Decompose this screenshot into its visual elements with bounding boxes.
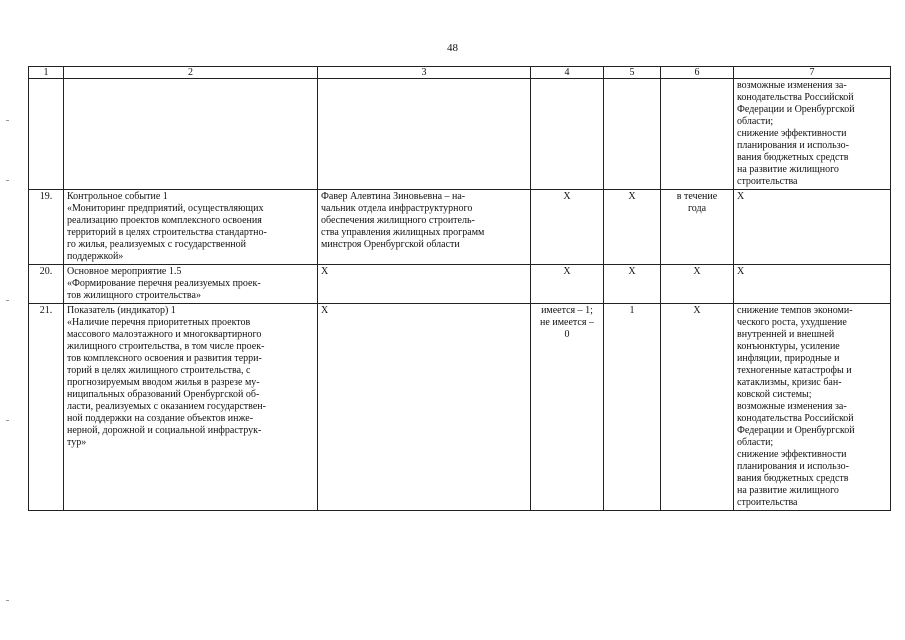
cell-col4: Х <box>531 190 604 265</box>
margin-mark <box>6 600 9 601</box>
column-header: 2 <box>64 67 318 79</box>
cell-col4: Х <box>531 265 604 304</box>
column-header: 5 <box>604 67 661 79</box>
column-header: 3 <box>318 67 531 79</box>
cell-col5: Х <box>604 190 661 265</box>
row-number: 20. <box>29 265 64 304</box>
risks-cell: Х <box>734 190 891 265</box>
cell-col6: в течение года <box>661 190 734 265</box>
margin-mark <box>6 120 9 121</box>
cell-col5: Х <box>604 265 661 304</box>
table-row <box>29 304 891 511</box>
row-number: 19. <box>29 190 64 265</box>
responsible-executor: Фавер Алевтина Зиновьевна – на- чальник отдела инфраструктурного обеспечения жилищного строитель- ства управления жилищных программ минстроя Оренбургской области <box>318 190 531 265</box>
event-description: Контрольное событие 1 «Мониторинг предприятий, осуществляющих реализацию проектов комплексного освоения территорий в целях строительства стандартно- го жилья, реализуемых с государственной поддержкой» <box>64 190 318 265</box>
document-table <box>28 66 891 511</box>
column-header: 4 <box>531 67 604 79</box>
cell-col5: 1 <box>604 304 661 511</box>
responsible-executor <box>318 79 531 190</box>
margin-mark <box>6 420 9 421</box>
table-row <box>29 190 891 265</box>
column-header: 6 <box>661 67 734 79</box>
table-row <box>29 79 891 190</box>
risks-cell: возможные изменения за- конодательства Российской Федерации и Оренбургской области; снижение эффективности планирования и использо- вания бюджетных средств на развитие жилищного строительства <box>734 79 891 190</box>
event-description <box>64 79 318 190</box>
risks-cell: Х <box>734 265 891 304</box>
margin-mark <box>6 300 9 301</box>
column-header: 1 <box>29 67 64 79</box>
responsible-executor: Х <box>318 304 531 511</box>
responsible-executor: Х <box>318 265 531 304</box>
risks-cell: снижение темпов экономи- ческого роста, ухудшение внутренней и внешней конъюнктуры, усиление инфляции, природные и техногенные катастрофы и катаклизмы, кризис бан- ковской системы; возможные изменения за- конодательства Российской Федерации и Оренбургской области; снижение эффективности планирования и использо- вания бюджетных средств на развитие жилищного строительства <box>734 304 891 511</box>
cell-col6: Х <box>661 265 734 304</box>
page-number: 48 <box>447 42 458 54</box>
cell-col5 <box>604 79 661 190</box>
row-number <box>29 79 64 190</box>
margin-mark <box>6 180 9 181</box>
cell-col6: Х <box>661 304 734 511</box>
table-header <box>29 67 891 79</box>
column-header: 7 <box>734 67 891 79</box>
cell-col4: имеется – 1; не имеется – 0 <box>531 304 604 511</box>
row-number: 21. <box>29 304 64 511</box>
event-description: Основное мероприятие 1.5 «Формирование перечня реализуемых проек- тов жилищного строительства» <box>64 265 318 304</box>
table-row <box>29 265 891 304</box>
cell-col4 <box>531 79 604 190</box>
cell-col6 <box>661 79 734 190</box>
event-description: Показатель (индикатор) 1 «Наличие перечня приоритетных проектов массового малоэтажного и многоквартирного жилищного строительства, в том числе проек- тов комплексного освоения и развития терри- торий в целях жилищного строительства, с прогнозируемым вводом жилья в разрезе му- ниципальных образований Оренбургской об- ласти, реализуемых с оказанием государствен- ной поддержки на создание объектов инже- нерной, дорожной и социальной инфраструк- тур» <box>64 304 318 511</box>
